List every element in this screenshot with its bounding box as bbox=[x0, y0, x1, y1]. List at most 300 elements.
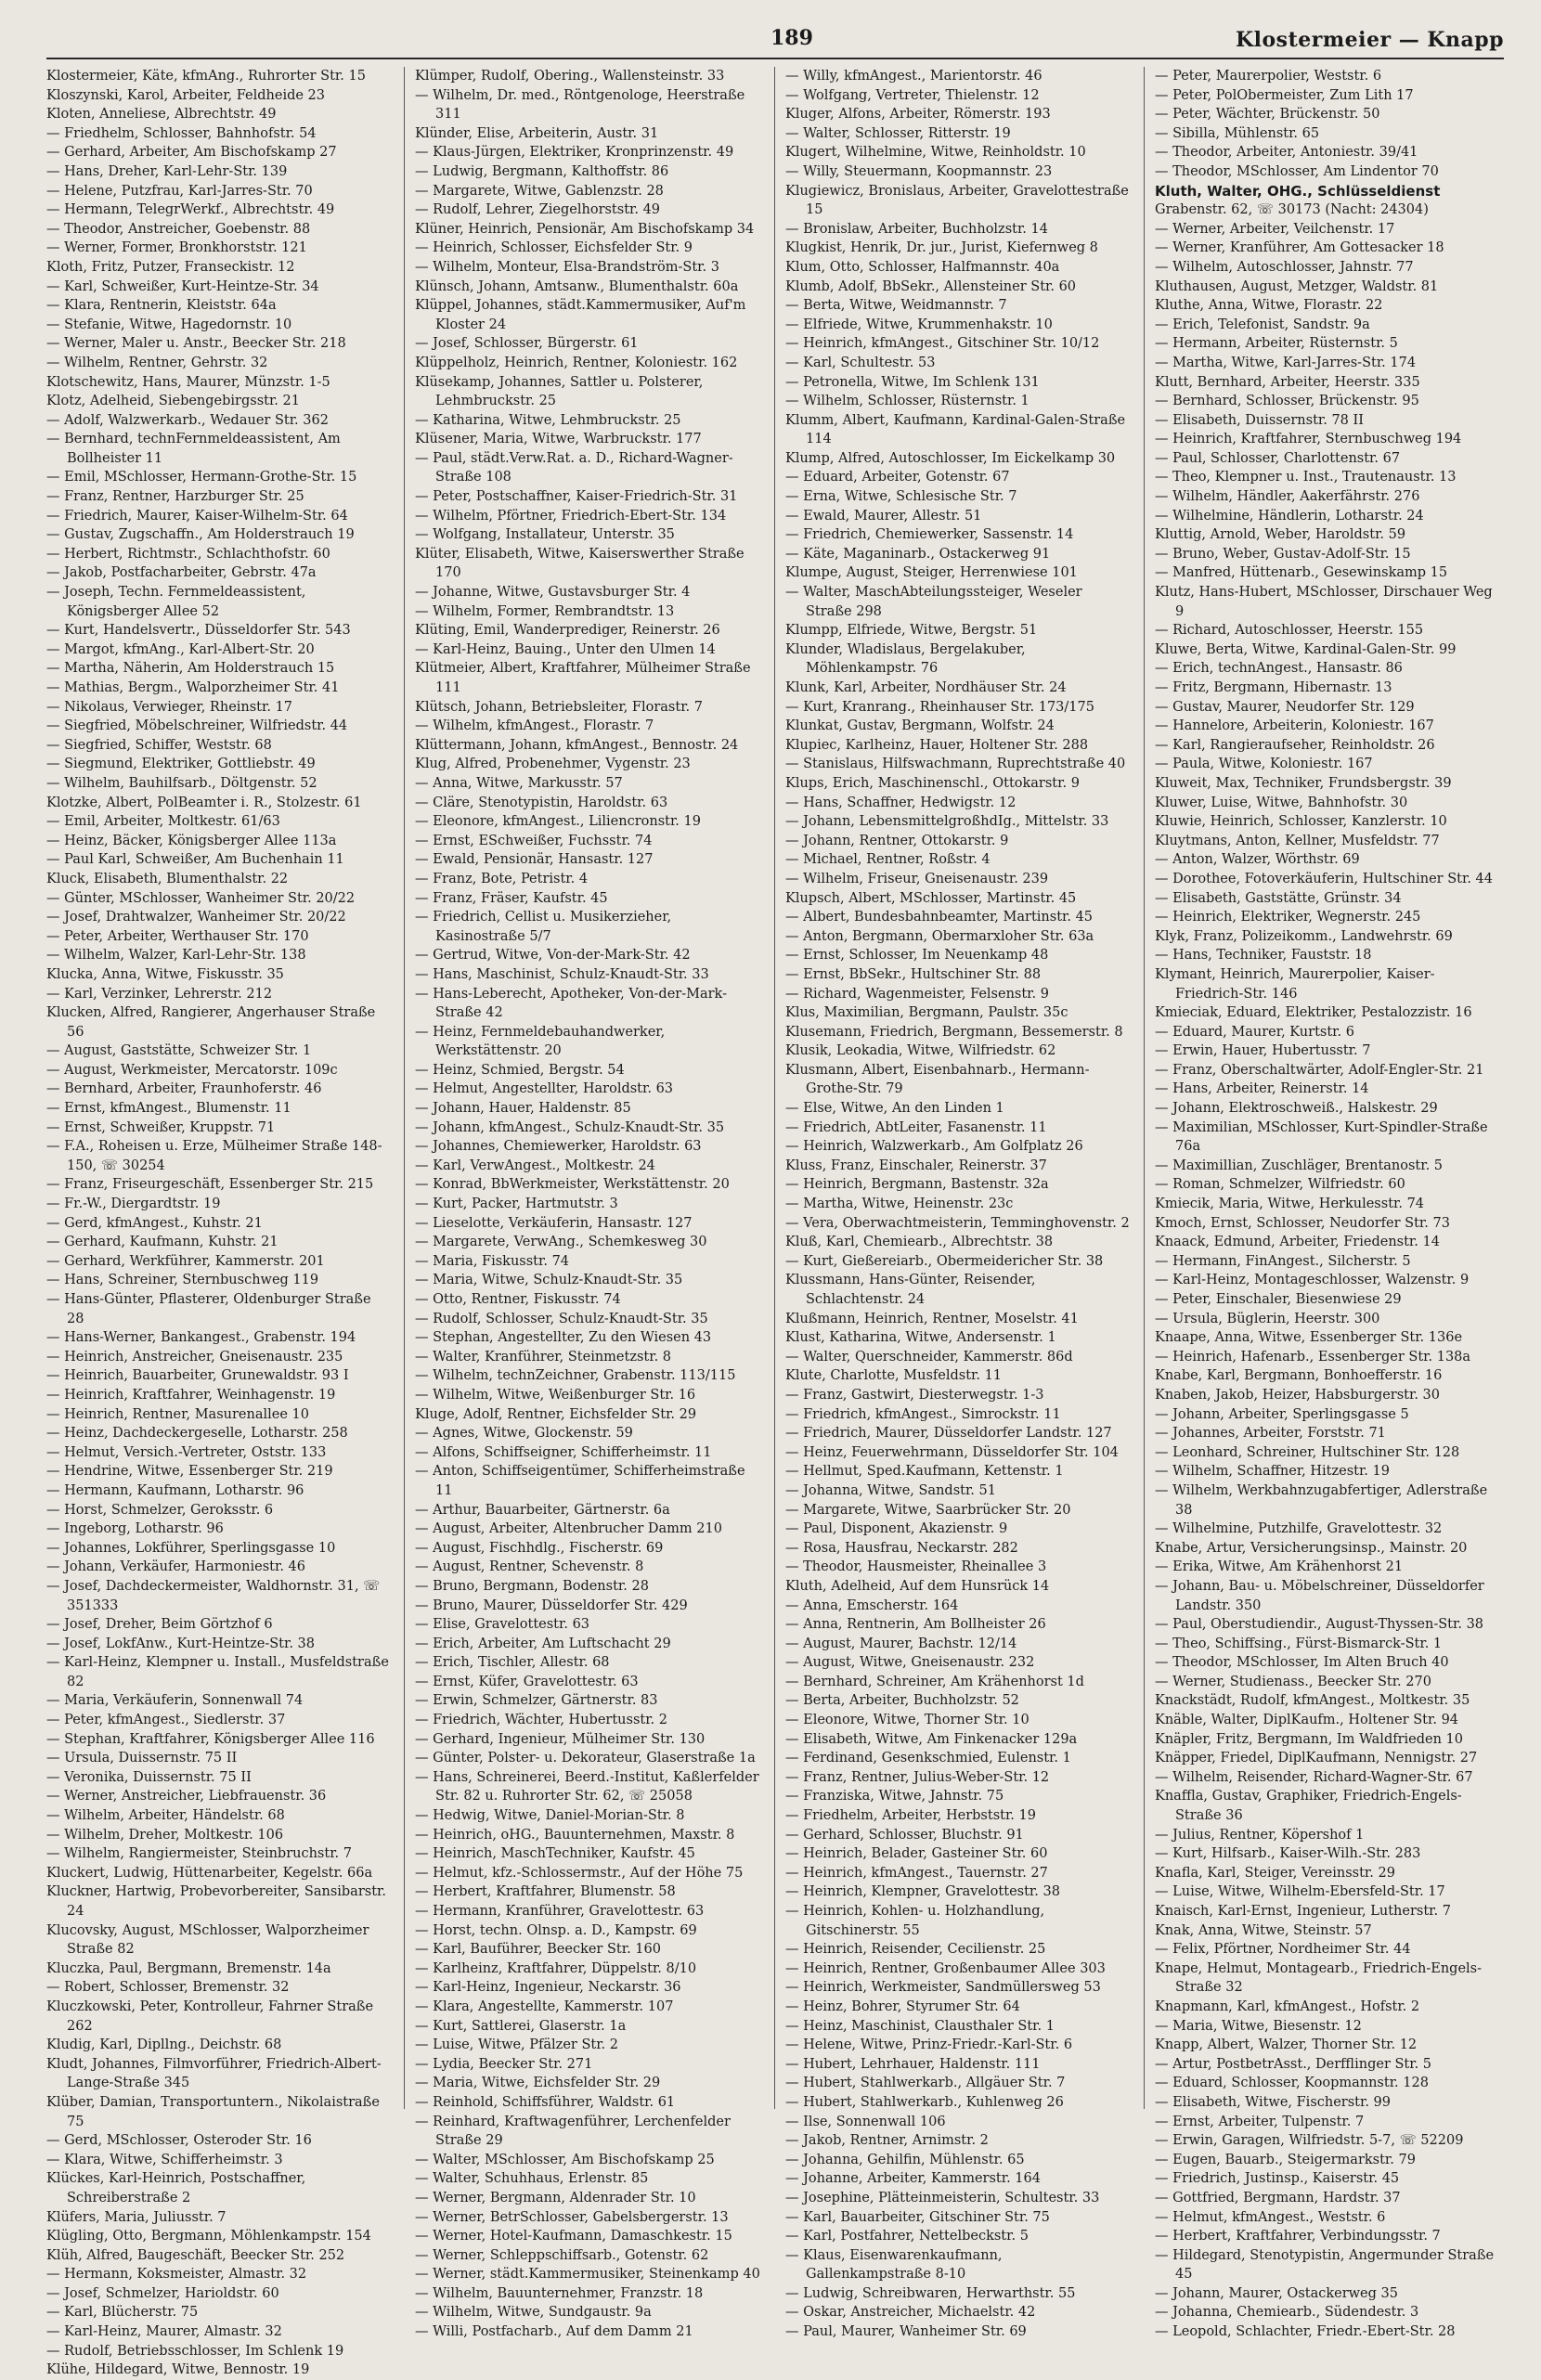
directory-entry: — Heinrich, Kraftfahrer, Sternbuschweg 194 bbox=[1155, 432, 1462, 447]
directory-entry: — Hildegard, Stenotypistin, Angermunder Straße 45 bbox=[1155, 2247, 1495, 2283]
directory-entry: Knäble, Walter, DiplKaufm., Holtener Str. 94 bbox=[1155, 1713, 1459, 1728]
directory-entry: — Hans, Dreher, Karl-Lehr-Str. 139 bbox=[46, 163, 288, 179]
directory-entry: Knaape, Anna, Witwe, Essenberger Str. 136e bbox=[1155, 1330, 1463, 1346]
directory-entry: — Friedrich, AbtLeiter, Fasanenstr. 11 bbox=[785, 1119, 1047, 1135]
directory-entry: — Helmut, Angestellter, Haroldstr. 63 bbox=[415, 1081, 674, 1097]
directory-entry: — Josef, LokfAnw., Kurt-Heintze-Str. 38 bbox=[46, 1636, 316, 1651]
directory-entry: — Gerhard, Werkführer, Kammerstr. 201 bbox=[46, 1253, 325, 1269]
directory-entry: — Reinhold, Schiffsführer, Waldstr. 61 bbox=[415, 2094, 676, 2110]
directory-entry: Klute, Charlotte, Musfeldstr. 11 bbox=[785, 1368, 1003, 1384]
directory-entry: — Gerd, kfmAngest., Kuhstr. 21 bbox=[46, 1215, 263, 1231]
directory-entry: — Friedrich, Cellist u. Musikerzieher, Kasinostraße 5/7 bbox=[415, 910, 672, 944]
directory-entry: — Fr.-W., Diergardtstr. 19 bbox=[46, 1196, 221, 1212]
directory-entry: — Franz, Rentner, Julius-Weber-Str. 12 bbox=[785, 1769, 1050, 1785]
directory-entry: — Helmut, Versich.-Vertreter, Oststr. 133 bbox=[46, 1444, 327, 1460]
directory-entry: — Heinrich, kfmAngest., Gitschiner Str. 10/12 bbox=[785, 336, 1100, 352]
directory-entry: — Johann, Hauer, Haldenstr. 85 bbox=[415, 1101, 631, 1117]
directory-entry: — Hans, Arbeiter, Reinerstr. 14 bbox=[1155, 1081, 1369, 1097]
directory-entry: — Theodor, Anstreicher, Goebenstr. 88 bbox=[46, 221, 311, 237]
directory-entry: — Maria, Witwe, Schulz-Knaudt-Str. 35 bbox=[415, 1273, 683, 1288]
directory-entry: — Bruno, Bergmann, Bodenstr. 28 bbox=[415, 1578, 649, 1594]
directory-entry: — Peter, Maurerpolier, Weststr. 6 bbox=[1155, 69, 1382, 84]
directory-entry: — Elisabeth, Duissernstr. 78 II bbox=[1155, 412, 1364, 428]
directory-entry: — Albert, Bundesbahnbeamter, Martinstr. 45 bbox=[785, 910, 1094, 925]
directory-entry: — Michael, Rentner, Roßstr. 4 bbox=[785, 852, 991, 868]
directory-entry: — Jakob, Rentner, Arnimstr. 2 bbox=[785, 2133, 989, 2149]
directory-entry: — Elfriede, Witwe, Krummenhakstr. 10 bbox=[785, 317, 1053, 332]
directory-entry: — Hans, Maschinist, Schulz-Knaudt-Str. 33 bbox=[415, 966, 709, 982]
directory-entry: — Ursula, Duissernstr. 75 II bbox=[46, 1751, 238, 1766]
directory-entry: — Horst, Schmelzer, Geroksstr. 6 bbox=[46, 1502, 274, 1518]
directory-entry: — Kurt, Handelsvertr., Düsseldorfer Str. 543 bbox=[46, 623, 351, 639]
directory-entry: — Paul Karl, Schweißer, Am Buchenhain 11 bbox=[46, 852, 344, 868]
directory-entry: — Wilhelm, Werkbahnzugabfertiger, Adlerstraße 38 bbox=[1155, 1482, 1488, 1518]
directory-entry: — Heinrich, Rentner, Großenbaumer Allee 303 bbox=[785, 1960, 1106, 1976]
directory-entry: — Theodor, Arbeiter, Antoniestr. 39/41 bbox=[1155, 145, 1418, 161]
directory-entry: — Maria, Verkäuferin, Sonnenwall 74 bbox=[46, 1693, 304, 1709]
directory-entry: — Luise, Witwe, Wilhelm-Ebersfeld-Str. 17 bbox=[1155, 1884, 1445, 1900]
directory-entry: — Konrad, BbWerkmeister, Werkstättenstr. 20 bbox=[415, 1177, 730, 1193]
directory-entry: — Klaus-Jürgen, Elektriker, Kronprinzenstr. 49 bbox=[415, 145, 734, 161]
directory-entry: — Rudolf, Betriebsschlosser, Im Schlenk 19 bbox=[46, 2343, 344, 2359]
directory-entry: — Walter, MaschAbteilungssteiger, Weseler Straße 298 bbox=[785, 585, 1082, 619]
directory-entry: — Werner, BetrSchlosser, Gabelsbergerstr. 13 bbox=[415, 2209, 729, 2225]
directory-entry: — Wilhelmine, Putzhilfe, Gravelottestr. 32 bbox=[1155, 1521, 1443, 1537]
directory-entry: Klumpe, August, Steiger, Herrenwiese 101 bbox=[785, 565, 1078, 581]
directory-entry: — Theodor, Hausmeister, Rheinallee 3 bbox=[785, 1559, 1047, 1575]
directory-entry: — Peter, Wächter, Brückenstr. 50 bbox=[1155, 107, 1380, 123]
directory-entry: — Heinrich, Bauarbeiter, Grunewaldstr. 93 I bbox=[46, 1368, 349, 1384]
directory-entry: Klupsch, Albert, MSchlosser, Martinstr. 45 bbox=[785, 890, 1077, 906]
directory-entry: — Kurt, Packer, Hartmutstr. 3 bbox=[415, 1196, 618, 1212]
directory-entry: — Heinrich, Hafenarb., Essenberger Str. 138a bbox=[1155, 1349, 1471, 1365]
directory-entry: — Maximilian, MSchlosser, Kurt-Spindler-Straße 76a bbox=[1155, 1119, 1488, 1155]
directory-entry: — Friedhelm, Schlosser, Bahnhofstr. 54 bbox=[46, 125, 317, 141]
directory-entry: — Werner, Maler u. Anstr., Beecker Str. 218 bbox=[46, 336, 346, 352]
directory-entry: — Wilhelm, Händler, Aakerfährstr. 276 bbox=[1155, 489, 1420, 505]
directory-entry: Kluth, Walter, OHG., Schlüsseldienst bbox=[1155, 182, 1441, 200]
directory-entry: — Elisabeth, Gaststätte, Grünstr. 34 bbox=[1155, 890, 1402, 906]
directory-entry: — Bruno, Weber, Gustav-Adolf-Str. 15 bbox=[1155, 546, 1411, 562]
directory-entry: — Ilse, Sonnenwall 106 bbox=[785, 2114, 946, 2129]
directory-entry: — Elisabeth, Witwe, Fischerstr. 99 bbox=[1155, 2094, 1392, 2110]
directory-entry: Kluckert, Ludwig, Hüttenarbeiter, Kegelstr. 66a bbox=[46, 1865, 373, 1881]
directory-entry: — Hubert, Stahlwerkarb., Allgäuer Str. 7 bbox=[785, 2076, 1066, 2091]
directory-entry: — Gerhard, Schlosser, Bluchstr. 91 bbox=[785, 1827, 1024, 1843]
directory-entry: — Wolfgang, Installateur, Unterstr. 35 bbox=[415, 527, 675, 543]
directory-entry: — Werner, Former, Bronkhorststr. 121 bbox=[46, 240, 307, 256]
directory-entry: — Eduard, Schlosser, Koopmannstr. 128 bbox=[1155, 2076, 1429, 2091]
directory-entry: — Johann, LebensmittelgroßhdIg., Mittelstr. 33 bbox=[785, 814, 1109, 830]
directory-entry: — Heinrich, Schlosser, Eichsfelder Str. 9 bbox=[415, 240, 693, 256]
directory-entry: — Erich, technAngest., Hansastr. 86 bbox=[1155, 661, 1403, 677]
directory-entry: — Josef, Schmelzer, Harioldstr. 60 bbox=[46, 2285, 279, 2301]
directory-entry: — Heinrich, Bergmann, Bastenstr. 32a bbox=[785, 1177, 1049, 1193]
directory-entry: — Anna, Witwe, Markusstr. 57 bbox=[415, 775, 623, 791]
directory-entry: Kloth, Fritz, Putzer, Franseckistr. 12 bbox=[46, 259, 295, 275]
directory-entry: — Karlheinz, Kraftfahrer, Düppelstr. 8/10 bbox=[415, 1960, 697, 1976]
directory-entry: Knaben, Jakob, Heizer, Habsburgerstr. 30 bbox=[1155, 1387, 1440, 1403]
directory-entry: — Hannelore, Arbeiterin, Koloniestr. 167 bbox=[1155, 718, 1434, 734]
directory-entry: — Heinrich, oHG., Bauunternehmen, Maxstr. 8 bbox=[415, 1827, 735, 1843]
directory-entry: Klusik, Leokadia, Witwe, Wilfriedstr. 62 bbox=[785, 1043, 1056, 1059]
directory-entry: — Werner, Hotel-Kaufmann, Damaschkestr. 15 bbox=[415, 2229, 732, 2244]
directory-entry: — Ursula, Büglerin, Heerstr. 300 bbox=[1155, 1311, 1380, 1326]
directory-entry: — Johannes, Chemiewerker, Haroldstr. 63 bbox=[415, 1139, 702, 1155]
directory-entry: — Eleonore, Witwe, Thorner Str. 10 bbox=[785, 1713, 1029, 1728]
directory-entry: — Heinrich, MaschTechniker, Kaufstr. 45 bbox=[415, 1846, 695, 1862]
directory-entry: Kluwie, Heinrich, Schlosser, Kanzlerstr. 10 bbox=[1155, 814, 1447, 830]
directory-entry: — Wilhelm, technZeichner, Grabenstr. 113/115 bbox=[415, 1368, 736, 1384]
directory-entry: Klumb, Adolf, BbSekr., Allensteiner Str. 60 bbox=[785, 278, 1077, 294]
directory-entry: Kluthausen, August, Metzger, Waldstr. 81 bbox=[1155, 278, 1439, 294]
directory-entry: — Martha, Witwe, Heinenstr. 23c bbox=[785, 1196, 1014, 1212]
directory-entry: — Ludwig, Schreibwaren, Herwarthstr. 55 bbox=[785, 2285, 1076, 2301]
directory-entry: — Richard, Wagenmeister, Felsenstr. 9 bbox=[785, 986, 1049, 1002]
directory-column-2 bbox=[415, 67, 760, 2340]
directory-entry: — Ernst, Küfer, Gravelottestr. 63 bbox=[415, 1674, 639, 1689]
directory-entry: — Willi, Postfacharb., Auf dem Damm 21 bbox=[415, 2324, 693, 2340]
directory-entry: — Hans, Techniker, Fauststr. 18 bbox=[1155, 948, 1372, 964]
directory-entry: — Peter, Arbeiter, Werthauser Str. 170 bbox=[46, 928, 309, 944]
directory-entry: Klünsch, Johann, Amtsanw., Blumenthalstr. 60a bbox=[415, 278, 739, 294]
directory-entry: — Ernst, Arbeiter, Tulpenstr. 7 bbox=[1155, 2114, 1365, 2129]
directory-entry: Knabe, Artur, Versicherungsinsp., Mainstr. 20 bbox=[1155, 1540, 1468, 1556]
directory-entry: — Eduard, Arbeiter, Gotenstr. 67 bbox=[785, 470, 1010, 485]
directory-entry: — Gertrud, Witwe, Von-der-Mark-Str. 42 bbox=[415, 948, 691, 964]
directory-entry: — Gustav, Zugschaffn., Am Holderstrauch 19 bbox=[46, 527, 355, 543]
directory-entry: — Hans-Werner, Bankangest., Grabenstr. 194 bbox=[46, 1330, 356, 1346]
directory-entry: Klunk, Karl, Arbeiter, Nordhäuser Str. 24 bbox=[785, 680, 1067, 695]
directory-entry: Klühe, Hildegard, Witwe, Bennostr. 19 bbox=[46, 2362, 310, 2378]
directory-entry: — Berta, Arbeiter, Buchholzstr. 52 bbox=[785, 1693, 1019, 1709]
directory-entry: Klunkat, Gustav, Bergmann, Wolfstr. 24 bbox=[785, 718, 1055, 734]
directory-entry: — Wilhelm, kfmAngest., Florastr. 7 bbox=[415, 718, 654, 734]
directory-entry: Kludig, Karl, Dipllng., Deichstr. 68 bbox=[46, 2037, 282, 2053]
directory-entry: — Bruno, Maurer, Düsseldorfer Str. 429 bbox=[415, 1597, 688, 1613]
directory-entry: — Julius, Rentner, Köpershof 1 bbox=[1155, 1827, 1365, 1843]
directory-entry: Kluss, Franz, Einschaler, Reinerstr. 37 bbox=[785, 1158, 1047, 1173]
directory-entry: — Friedrich, Wächter, Hubertusstr. 2 bbox=[415, 1713, 667, 1728]
directory-entry: — Horst, techn. Olnsp. a. D., Kampstr. 69 bbox=[415, 1922, 697, 1938]
directory-entry: Klüttermann, Johann, kfmAngest., Bennostr. 24 bbox=[415, 737, 739, 753]
directory-entry: — Wilhelm, Arbeiter, Händelstr. 68 bbox=[46, 1808, 285, 1824]
directory-entry: — Vera, Oberwachtmeisterin, Temminghovenstr. 2 bbox=[785, 1215, 1130, 1231]
directory-entry: — Peter, kfmAngest., Siedlerstr. 37 bbox=[46, 1713, 286, 1728]
directory-entry: — Franz, Fräser, Kaufstr. 45 bbox=[415, 890, 608, 906]
directory-entry: Klust, Katharina, Witwe, Andersenstr. 1 bbox=[785, 1330, 1056, 1346]
directory-entry: Kluttig, Arnold, Weber, Haroldstr. 59 bbox=[1155, 527, 1406, 543]
directory-entry: Klucken, Alfred, Rangierer, Angerhauser Straße 56 bbox=[46, 1005, 376, 1040]
directory-entry: — Wilhelm, Monteur, Elsa-Brandström-Str. 3 bbox=[415, 259, 719, 275]
directory-entry: — Heinrich, Klempner, Gravelottestr. 38 bbox=[785, 1884, 1060, 1900]
directory-entry: — Stanislaus, Hilfswachmann, Ruprechtstraße 40 bbox=[785, 757, 1126, 772]
directory-entry: Knape, Helmut, Montagearb., Friedrich-Engels-Straße 32 bbox=[1155, 1960, 1483, 1996]
directory-entry: Kluckner, Hartwig, Probevorbereiter, Sansibarstr. 24 bbox=[46, 1884, 386, 1919]
directory-entry: — Agnes, Witwe, Glockenstr. 59 bbox=[415, 1426, 633, 1442]
directory-entry: — Friedrich, Maurer, Düsseldorfer Landstr. 127 bbox=[785, 1426, 1112, 1442]
directory-entry: — Gerhard, Arbeiter, Am Bischofskamp 27 bbox=[46, 145, 337, 161]
directory-entry: — Walter, Querschneider, Kammerstr. 86d bbox=[785, 1349, 1073, 1365]
directory-entry: — Heinz, Bohrer, Styrumer Str. 64 bbox=[785, 1998, 1020, 2014]
directory-entry: — Heinrich, Walzwerkarb., Am Golfplatz 26 bbox=[785, 1139, 1083, 1155]
directory-entry: — Heinrich, Werkmeister, Sandmüllersweg 53 bbox=[785, 1980, 1101, 1996]
directory-entry: Kloszynski, Karol, Arbeiter, Feldheide 23 bbox=[46, 87, 326, 103]
directory-entry: — Heinz, Maschinist, Clausthaler Str. 1 bbox=[785, 2018, 1055, 2034]
directory-entry: — Paul, Maurer, Wanheimer Str. 69 bbox=[785, 2324, 1027, 2340]
directory-entry: Klumm, Albert, Kaufmann, Kardinal-Galen-Straße 114 bbox=[785, 412, 1126, 447]
directory-entry: Grabenstr. 62, ☏ 30173 (Nacht: 24304) bbox=[1155, 202, 1429, 218]
directory-entry: — Werner, Arbeiter, Veilchenstr. 17 bbox=[1155, 221, 1395, 237]
directory-entry: Kluczka, Paul, Bergmann, Bremenstr. 14a bbox=[46, 1960, 331, 1976]
directory-entry: — Wilhelm, Witwe, Sundgaustr. 9a bbox=[415, 2305, 652, 2321]
directory-entry: — Heinrich, kfmAngest., Tauernstr. 27 bbox=[785, 1865, 1048, 1881]
directory-entry: Kluger, Alfons, Arbeiter, Römerstr. 193 bbox=[785, 107, 1051, 123]
directory-entry: — Wilhelm, Reisender, Richard-Wagner-Str. 67 bbox=[1155, 1769, 1473, 1785]
directory-entry: — Anton, Schiffseigentümer, Schifferheimstraße 11 bbox=[415, 1464, 745, 1498]
directory-entry: Kluth, Adelheid, Auf dem Hunsrück 14 bbox=[785, 1578, 1050, 1594]
directory-entry: — Franz, Bote, Petristr. 4 bbox=[415, 871, 589, 886]
directory-entry: — Wilhelm, Pförtner, Friedrich-Ebert-Str. 134 bbox=[415, 508, 727, 524]
directory-entry: Klymant, Heinrich, Maurerpolier, Kaiser-Friedrich-Str. 146 bbox=[1155, 966, 1435, 1002]
directory-entry: — Reinhard, Kraftwagenführer, Lerchenfelder Straße 29 bbox=[415, 2114, 731, 2149]
directory-entry: Klügling, Otto, Bergmann, Möhlenkampstr. 154 bbox=[46, 2229, 371, 2244]
directory-entry: Klups, Erich, Maschinenschl., Ottokarstr. 9 bbox=[785, 775, 1080, 791]
directory-entry: Kludt, Johannes, Filmvorführer, Friedrich-Albert-Lange-Straße 345 bbox=[46, 2056, 382, 2091]
directory-entry: — Maria, Witwe, Eichsfelder Str. 29 bbox=[415, 2076, 661, 2091]
directory-entry: — Rosa, Hausfrau, Neckarstr. 282 bbox=[785, 1540, 1018, 1556]
directory-entry: — Ernst, BbSekr., Hultschiner Str. 88 bbox=[785, 966, 1042, 982]
directory-entry: — Erich, Arbeiter, Am Luftschacht 29 bbox=[415, 1636, 671, 1651]
directory-entry: — Elisabeth, Witwe, Am Finkenacker 129a bbox=[785, 1731, 1078, 1747]
directory-entry: — August, Gaststätte, Schweizer Str. 1 bbox=[46, 1043, 312, 1059]
directory-entry: — Bernhard, Schreiner, Am Krähenhorst 1d bbox=[785, 1674, 1084, 1689]
directory-entry: Klückes, Karl-Heinrich, Postschaffner, Schreiberstraße 2 bbox=[46, 2171, 306, 2205]
directory-entry: — August, Maurer, Bachstr. 12/14 bbox=[785, 1636, 1017, 1651]
directory-entry: — Wolfgang, Vertreter, Thielenstr. 12 bbox=[785, 87, 1040, 103]
directory-entry: — Hans, Schaffner, Hedwigstr. 12 bbox=[785, 795, 1017, 810]
directory-entry: — Stephan, Kraftfahrer, Königsberger Allee 116 bbox=[46, 1731, 375, 1747]
directory-entry: — Roman, Schmelzer, Wilfriedstr. 60 bbox=[1155, 1177, 1405, 1193]
directory-entry: Klugiewicz, Bronislaus, Arbeiter, Gravelottestraße 15 bbox=[785, 183, 1129, 218]
directory-entry: — Johanna, Chemiearb., Südendestr. 3 bbox=[1155, 2305, 1419, 2321]
directory-entry: — Nikolaus, Verwieger, Rheinstr. 17 bbox=[46, 699, 293, 715]
directory-entry: — Cläre, Stenotypistin, Haroldstr. 63 bbox=[415, 795, 668, 810]
directory-entry: — Richard, Autoschlosser, Heerstr. 155 bbox=[1155, 623, 1424, 639]
directory-entry: Kluytmans, Anton, Kellner, Musfeldstr. 77 bbox=[1155, 833, 1440, 848]
directory-entry: Klüppel, Johannes, städt.Kammermusiker, Auf'm Kloster 24 bbox=[415, 298, 746, 332]
directory-entry: — Josef, Drahtwalzer, Wanheimer Str. 20/22 bbox=[46, 910, 346, 925]
header-rule bbox=[46, 58, 1504, 59]
directory-entry: — Franz, Gastwirt, Diesterwegstr. 1-3 bbox=[785, 1387, 1044, 1403]
directory-entry: — Friedrich, Maurer, Kaiser-Wilhelm-Str. 64 bbox=[46, 508, 348, 524]
directory-entry: — Erwin, Hauer, Hubertusstr. 7 bbox=[1155, 1043, 1371, 1059]
directory-entry: — Werner, städt.Kammermusiker, Steinenkamp 40 bbox=[415, 2267, 760, 2283]
directory-entry: — August, Witwe, Gneisenaustr. 232 bbox=[785, 1655, 1035, 1671]
directory-entry: — Oskar, Anstreicher, Michaelstr. 42 bbox=[785, 2305, 1036, 2321]
directory-entry: — Leopold, Schlachter, Friedr.-Ebert-Str. 28 bbox=[1155, 2324, 1456, 2340]
directory-entry: — Erna, Witwe, Schlesische Str. 7 bbox=[785, 489, 1017, 505]
directory-entry: — Paula, Witwe, Koloniestr. 167 bbox=[1155, 757, 1373, 772]
directory-entry: — Anton, Bergmann, Obermarxloher Str. 63a bbox=[785, 928, 1094, 944]
directory-entry: Klünder, Elise, Arbeiterin, Austr. 31 bbox=[415, 125, 659, 141]
directory-entry: — Alfons, Schiffseigner, Schifferheimstr. 11 bbox=[415, 1444, 712, 1460]
directory-entry: — Fritz, Bergmann, Hibernastr. 13 bbox=[1155, 680, 1392, 695]
directory-entry: — Heinrich, Elektriker, Wegnerstr. 245 bbox=[1155, 910, 1421, 925]
directory-entry: Knaack, Edmund, Arbeiter, Friedenstr. 14 bbox=[1155, 1235, 1440, 1250]
directory-entry: Klußmann, Heinrich, Rentner, Moselstr. 41 bbox=[785, 1311, 1079, 1326]
directory-entry: Kluck, Elisabeth, Blumenthalstr. 22 bbox=[46, 871, 289, 886]
directory-entry: — Lydia, Beecker Str. 271 bbox=[415, 2056, 593, 2072]
directory-entry: — Anton, Walzer, Wörthstr. 69 bbox=[1155, 852, 1360, 868]
directory-entry: — Werner, Schleppschiffsarb., Gotenstr. 62 bbox=[415, 2247, 709, 2263]
directory-entry: — Johannes, Lokführer, Sperlingsgasse 10 bbox=[46, 1540, 336, 1556]
directory-entry: — Friedrich, kfmAngest., Simrockstr. 11 bbox=[785, 1406, 1061, 1422]
directory-entry: — Karl, Schultestr. 53 bbox=[785, 355, 936, 370]
directory-entry: — Bernhard, technFernmeldeassistent, Am Bollheister 11 bbox=[46, 432, 341, 466]
directory-entry: — Heinz, Fernmeldebauhandwerker, Werkstättenstr. 20 bbox=[415, 1024, 666, 1059]
directory-entry: — Heinz, Dachdeckergeselle, Lotharstr. 258 bbox=[46, 1426, 348, 1442]
directory-entry: Klug, Alfred, Probenehmer, Vygenstr. 23 bbox=[415, 757, 691, 772]
directory-entry: — Hendrine, Witwe, Essenberger Str. 219 bbox=[46, 1464, 333, 1480]
directory-entry: — Gustav, Maurer, Neudorfer Str. 129 bbox=[1155, 699, 1415, 715]
directory-entry: Kloten, Anneliese, Albrechtstr. 49 bbox=[46, 107, 277, 123]
directory-column-1 bbox=[46, 67, 392, 2378]
directory-entry: Klüfers, Maria, Juliusstr. 7 bbox=[46, 2209, 227, 2225]
directory-entry: — Margarete, Witwe, Gablenzstr. 28 bbox=[415, 183, 664, 199]
directory-entry: — Friedhelm, Arbeiter, Herbststr. 19 bbox=[785, 1808, 1036, 1824]
directory-entry: — Rudolf, Schlosser, Schulz-Knaudt-Str. 35 bbox=[415, 1311, 708, 1326]
directory-entry: — Erich, Telefonist, Sandstr. 9a bbox=[1155, 317, 1370, 332]
directory-entry: — August, Werkmeister, Mercatorstr. 109c bbox=[46, 1062, 338, 1078]
directory-entry: — Peter, Postschaffner, Kaiser-Friedrich-Str. 31 bbox=[415, 489, 738, 505]
directory-entry: Klüsener, Maria, Witwe, Warbruckstr. 177 bbox=[415, 432, 702, 447]
directory-entry: — Wilhelmine, Händlerin, Lotharstr. 24 bbox=[1155, 508, 1424, 524]
directory-entry: Knapmann, Karl, kfmAngest., Hofstr. 2 bbox=[1155, 1998, 1420, 2014]
directory-entry: — Hans-Günter, Pflasterer, Oldenburger Straße 28 bbox=[46, 1292, 371, 1326]
directory-entry: — Robert, Schlosser, Bremenstr. 32 bbox=[46, 1980, 290, 1996]
directory-entry: — Eduard, Maurer, Kurtstr. 6 bbox=[1155, 1024, 1354, 1040]
directory-entry: Kluge, Adolf, Rentner, Eichsfelder Str. 29 bbox=[415, 1406, 697, 1422]
directory-entry: — Johann, Maurer, Ostackerweg 35 bbox=[1155, 2285, 1398, 2301]
directory-entry: — Johanna, Gehilfin, Mühlenstr. 65 bbox=[785, 2152, 1025, 2167]
directory-entry: Klotz, Adelheid, Siebengebirgsstr. 21 bbox=[46, 394, 300, 409]
directory-entry: Knafla, Karl, Steiger, Vereinsstr. 29 bbox=[1155, 1865, 1395, 1881]
directory-entry: — Luise, Witwe, Pfälzer Str. 2 bbox=[415, 2037, 618, 2053]
directory-entry: — Josef, Dachdeckermeister, Waldhornstr. 31, ☏ 351333 bbox=[46, 1578, 381, 1613]
directory-entry: — Johanne, Witwe, Gustavsburger Str. 4 bbox=[415, 585, 691, 601]
directory-entry: — Petronella, Witwe, Im Schlenk 131 bbox=[785, 374, 1040, 390]
directory-entry: — Ludwig, Bergmann, Kalthoffstr. 86 bbox=[415, 163, 669, 179]
directory-entry: Klümper, Rudolf, Obering., Wallensteinstr. 33 bbox=[415, 69, 725, 84]
directory-entry: — Johann, Rentner, Ottokarstr. 9 bbox=[785, 833, 1009, 848]
directory-entry: — Hermann, Arbeiter, Rüsternstr. 5 bbox=[1155, 336, 1398, 352]
directory-entry: Klusmann, Albert, Eisenbahnarb., Hermann-Grothe-Str. 79 bbox=[785, 1062, 1090, 1097]
directory-entry: — Wilhelm, Schlosser, Rüsternstr. 1 bbox=[785, 394, 1029, 409]
directory-entry: — Ernst, Schlosser, Im Neuenkamp 48 bbox=[785, 948, 1049, 964]
directory-entry: — Werner, Studienass., Beecker Str. 270 bbox=[1155, 1674, 1431, 1689]
directory-entry: — Theodor, MSchlosser, Im Alten Bruch 40 bbox=[1155, 1655, 1449, 1671]
directory-entry: — Helene, Witwe, Prinz-Friedr.-Karl-Str. 6 bbox=[785, 2037, 1073, 2053]
directory-entry: — Siegfried, Möbelschreiner, Wilfriedstr. 44 bbox=[46, 718, 348, 734]
directory-entry: — Theo, Schiffsing., Fürst-Bismarck-Str. 1 bbox=[1155, 1636, 1443, 1651]
directory-entry: — Helene, Putzfrau, Karl-Jarres-Str. 70 bbox=[46, 183, 313, 199]
directory-entry: — Ferdinand, Gesenkschmied, Eulenstr. 1 bbox=[785, 1751, 1071, 1766]
directory-entry: Klum, Otto, Schlosser, Halfmannstr. 40a bbox=[785, 259, 1060, 275]
directory-entry: — Wilhelm, Walzer, Karl-Lehr-Str. 138 bbox=[46, 948, 306, 964]
directory-column-4 bbox=[1155, 67, 1500, 2340]
directory-entry: — Hermann, Kranführer, Gravelottestr. 63 bbox=[415, 1904, 705, 1919]
directory-entry: — Rudolf, Lehrer, Ziegelhorststr. 49 bbox=[415, 202, 661, 218]
directory-entry: — Walter, Schlosser, Ritterstr. 19 bbox=[785, 125, 1011, 141]
directory-entry: — Hermann, Koksmeister, Almastr. 32 bbox=[46, 2267, 307, 2283]
directory-entry: — Veronika, Duissernstr. 75 II bbox=[46, 1769, 252, 1785]
directory-entry: Klutz, Hans-Hubert, MSchlosser, Dirschauer Weg 9 bbox=[1155, 585, 1493, 619]
directory-entry: — Josef, Dreher, Beim Görtzhof 6 bbox=[46, 1617, 273, 1633]
directory-entry: — Herbert, Kraftfahrer, Verbindungsstr. 7 bbox=[1155, 2229, 1441, 2244]
directory-entry: — Johannes, Arbeiter, Forststr. 71 bbox=[1155, 1426, 1386, 1442]
directory-entry: — Berta, Witwe, Weidmannstr. 7 bbox=[785, 298, 1007, 314]
directory-entry: Klumpp, Elfriede, Witwe, Bergstr. 51 bbox=[785, 623, 1038, 639]
directory-entry: Kluwer, Luise, Witwe, Bahnhofstr. 30 bbox=[1155, 795, 1408, 810]
directory-entry: — Elise, Gravelottestr. 63 bbox=[415, 1617, 590, 1633]
directory-entry: Kluweit, Max, Techniker, Frundsbergstr. 39 bbox=[1155, 775, 1452, 791]
directory-entry: — Erwin, Garagen, Wilfriedstr. 5-7, ☏ 52209 bbox=[1155, 2133, 1464, 2149]
directory-entry: — Willy, Steuermann, Koopmannstr. 23 bbox=[785, 163, 1053, 179]
page-header bbox=[46, 22, 1504, 56]
directory-entry: — Johanne, Arbeiter, Kammerstr. 164 bbox=[785, 2171, 1041, 2187]
directory-entry: — Erich, Tischler, Allestr. 68 bbox=[415, 1655, 610, 1671]
directory-entry: — Wilhelm, Bauunternehmer, Franzstr. 18 bbox=[415, 2285, 704, 2301]
directory-entry: Klus, Maximilian, Bergmann, Paulstr. 35c bbox=[785, 1005, 1068, 1021]
directory-entry: — Theo, Klempner u. Inst., Trautenaustr. 13 bbox=[1155, 470, 1457, 485]
directory-entry: — Margarete, Witwe, Saarbrücker Str. 20 bbox=[785, 1502, 1071, 1518]
directory-entry: — Karl-Heinz, Montageschlosser, Walzenstr. 9 bbox=[1155, 1273, 1470, 1288]
directory-entry: — Walter, Kranführer, Steinmetzstr. 8 bbox=[415, 1349, 672, 1365]
directory-entry: — Klaus, Eisenwarenkaufmann, Gallenkampstraße 8-10 bbox=[785, 2247, 1003, 2283]
directory-entry: — Otto, Rentner, Fiskusstr. 74 bbox=[415, 1292, 621, 1307]
directory-entry: — Maximillian, Zuschläger, Brentanostr. 5 bbox=[1155, 1158, 1444, 1173]
directory-entry: — Kurt, Hilfsarb., Kaiser-Wilh.-Str. 283 bbox=[1155, 1846, 1421, 1862]
directory-entry: — Kurt, Kranrang., Rheinhauser Str. 173/175 bbox=[785, 699, 1094, 715]
directory-entry: — Bernhard, Schlosser, Brückenstr. 95 bbox=[1155, 394, 1419, 409]
directory-entry: — Käte, Maganinarb., Ostackerweg 91 bbox=[785, 546, 1051, 562]
directory-entry: — Mathias, Bergm., Walporzheimer Str. 41 bbox=[46, 680, 340, 695]
directory-entry: — Hans, Schreinerei, Beerd.-Institut, Kaßlerfelder Str. 82 u. Ruhrorter Str. 62, ☏ 25058 bbox=[415, 1769, 759, 1804]
directory-entry: — Willy, kfmAngest., Marientorstr. 46 bbox=[785, 69, 1042, 84]
directory-entry: — Karl, Bauarbeiter, Gitschiner Str. 75 bbox=[785, 2209, 1050, 2225]
directory-entry: — Ewald, Pensionär, Hansastr. 127 bbox=[415, 852, 654, 868]
directory-entry: — Leonhard, Schreiner, Hultschiner Str. 128 bbox=[1155, 1444, 1460, 1460]
directory-entry: — Wilhelm, Dr. med., Röntgenologe, Heerstraße 311 bbox=[415, 87, 745, 123]
directory-entry: — Adolf, Walzwerkarb., Wedauer Str. 362 bbox=[46, 412, 329, 428]
directory-entry: — Karl, Bauführer, Beecker Str. 160 bbox=[415, 1942, 661, 1958]
directory-entry: Klüting, Emil, Wanderprediger, Reinerstr. 26 bbox=[415, 623, 720, 639]
directory-entry: — Wilhelm, Witwe, Weißenburger Str. 16 bbox=[415, 1387, 696, 1403]
directory-entry: Klotschewitz, Hans, Maurer, Münzstr. 1-5 bbox=[46, 374, 330, 390]
directory-entry: Kluß, Karl, Chemiearb., Albrechtstr. 38 bbox=[785, 1235, 1054, 1250]
directory-entry: Knackstädt, Rudolf, kfmAngest., Moltkestr. 35 bbox=[1155, 1693, 1470, 1709]
directory-entry: — Josephine, Plätteinmeisterin, Schultestr. 33 bbox=[785, 2190, 1100, 2205]
directory-entry: — Anna, Emscherstr. 164 bbox=[785, 1597, 959, 1613]
directory-entry: — Joseph, Techn. Fernmeldeassistent, Königsberger Allee 52 bbox=[46, 585, 306, 619]
directory-entry: — Gerhard, Kaufmann, Kuhstr. 21 bbox=[46, 1235, 278, 1250]
directory-entry: — Walter, MSchlosser, Am Bischofskamp 25 bbox=[415, 2152, 715, 2167]
directory-entry: — Karl, Postfahrer, Nettelbeckstr. 5 bbox=[785, 2229, 1029, 2244]
directory-entry: — Emil, MSchlosser, Hermann-Grothe-Str. 15 bbox=[46, 470, 357, 485]
directory-entry: — Wilhelm, Friseur, Gneisenaustr. 239 bbox=[785, 871, 1049, 886]
directory-entry: — Johann, Elektroschweiß., Halskestr. 29 bbox=[1155, 1101, 1438, 1117]
